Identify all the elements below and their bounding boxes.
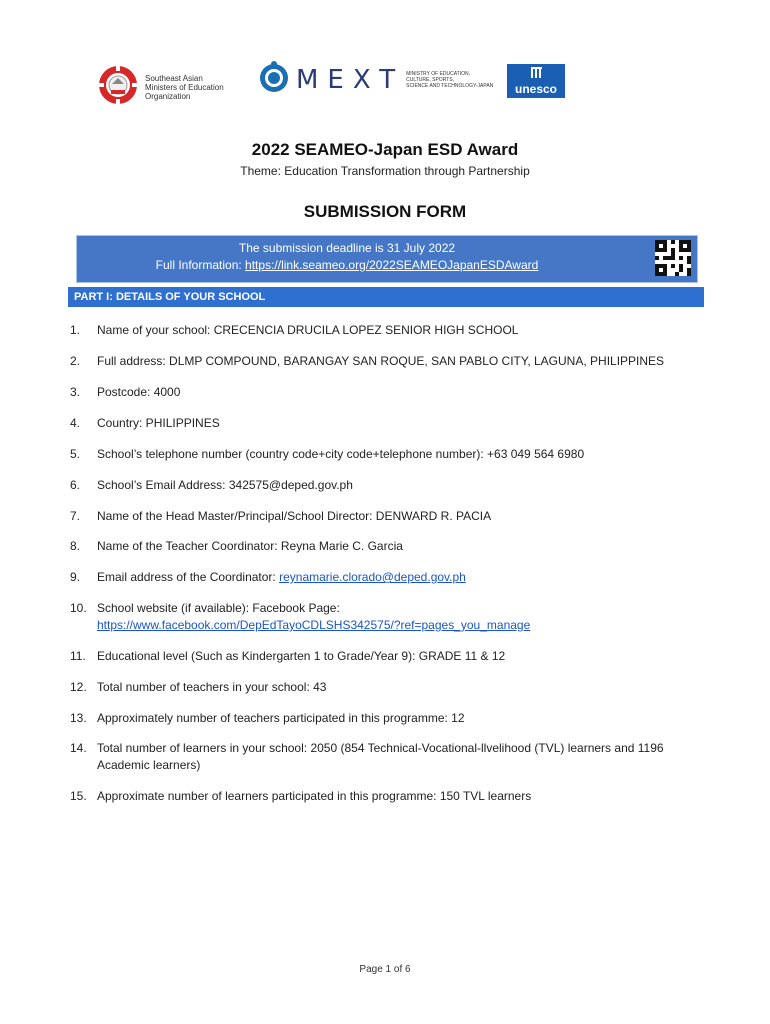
item-number: 4. [70, 416, 81, 430]
info-link[interactable]: https://link.seameo.org/2022SEAMEOJapanESDAward [245, 258, 539, 272]
item-text: School’s Email Address: 342575@deped.gov.ph [97, 478, 353, 492]
item-text: Educational level (Such as Kindergarten 1 to Grade/Year 9): GRADE 11 & 12 [97, 649, 506, 663]
facebook-page-link[interactable]: https://www.facebook.com/DepEdTayoCDLSHS342575/?ref=pages_you_manage [97, 618, 531, 632]
item-number: 11. [70, 649, 86, 663]
item-number: 15. [70, 789, 87, 803]
item-text [97, 569, 697, 586]
item-text: Approximately number of teachers participated in this programme: 12 [97, 711, 465, 725]
seameo-logo [97, 64, 224, 111]
item-text: Country: PHILIPPINES [97, 416, 220, 430]
item-number: 14. [70, 741, 87, 755]
item-number: 7. [70, 509, 81, 523]
unesco-temple-icon [531, 67, 542, 78]
seameo-line-3: Organization [145, 92, 191, 101]
seameo-line-1: Southeast Asian [145, 74, 203, 83]
seameo-emblem-icon [97, 64, 139, 111]
mext-line-2: CULTURE, SPORTS, [406, 76, 454, 83]
item-number: 8. [70, 539, 81, 553]
unesco-wordmark: unesco [514, 82, 557, 96]
logo-strip [0, 60, 770, 110]
deadline-banner [76, 235, 698, 283]
item-text: Total number of teachers in your school: 43 [97, 680, 327, 694]
mext-subtitle [406, 71, 493, 89]
item-text: Name of the Head Master/Principal/School Director: DENWARD R. PACIA [97, 509, 492, 523]
item-label: School website (if available): Facebook Page: [97, 601, 340, 615]
item-number: 1. [70, 323, 81, 337]
item-text: Name of your school: CRECENCIA DRUCILA LOPEZ SENIOR HIGH SCHOOL [97, 323, 519, 337]
item-text: Name of the Teacher Coordinator: Reyna Marie C. Garcia [97, 539, 403, 553]
item-number: 6. [70, 478, 81, 492]
award-theme: Theme: Education Transformation through Partnership [240, 164, 530, 178]
page-number: Page 1 of 6 [359, 964, 411, 975]
item-text: Full address: DLMP COMPOUND, BARANGAY SAN ROQUE, SAN PABLO CITY, LAGUNA, PHILIPPINES [97, 354, 665, 368]
mext-logo [258, 60, 493, 99]
seameo-line-2: Ministers of Education [145, 83, 224, 92]
mext-line-3: SCIENCE AND TECHNOLOGY-JAPAN [406, 82, 494, 89]
item-text: Approximate number of learners participated in this programme: 150 TVL learners [97, 789, 532, 803]
item-number: 3. [70, 385, 81, 399]
item-number: 10. [70, 601, 87, 615]
mext-wordmark: MEXT [296, 64, 405, 95]
item-text [97, 600, 697, 634]
item-number: 9. [70, 570, 81, 584]
item-number: 13. [70, 711, 87, 725]
item-text: Total number of learners in your school: 2050 (854 Technical-Vocational-llvelihood (TVL) learners and 1196 Academic learners) [97, 741, 664, 772]
item-text: School’s telephone number (country code+city code+telephone number): +63 049 564 6980 [97, 447, 585, 461]
section-header-part-1: PART I: DETAILS OF YOUR SCHOOL [68, 287, 704, 307]
coordinator-email-link[interactable]: reynamarie.clorado@deped.gov.ph [279, 570, 466, 584]
item-text: Postcode: 4000 [97, 385, 181, 399]
deadline-text: The submission deadline is 31 July 2022 [238, 241, 456, 255]
mext-emblem-icon [258, 60, 290, 99]
info-label: Full Information: [155, 258, 246, 272]
seameo-name [145, 74, 224, 101]
qr-code-icon [655, 240, 691, 276]
form-title: SUBMISSION FORM [303, 202, 467, 221]
item-number: 12. [70, 680, 87, 694]
mext-line-1: MINISTRY OF EDUCATION, [406, 70, 471, 77]
item-number: 2. [70, 354, 81, 368]
item-label: Email address of the Coordinator: [97, 570, 280, 584]
item-number: 5. [70, 447, 81, 461]
info-line [77, 258, 617, 272]
award-title: 2022 SEAMEO-Japan ESD Award [251, 140, 519, 159]
unesco-logo [507, 64, 565, 98]
